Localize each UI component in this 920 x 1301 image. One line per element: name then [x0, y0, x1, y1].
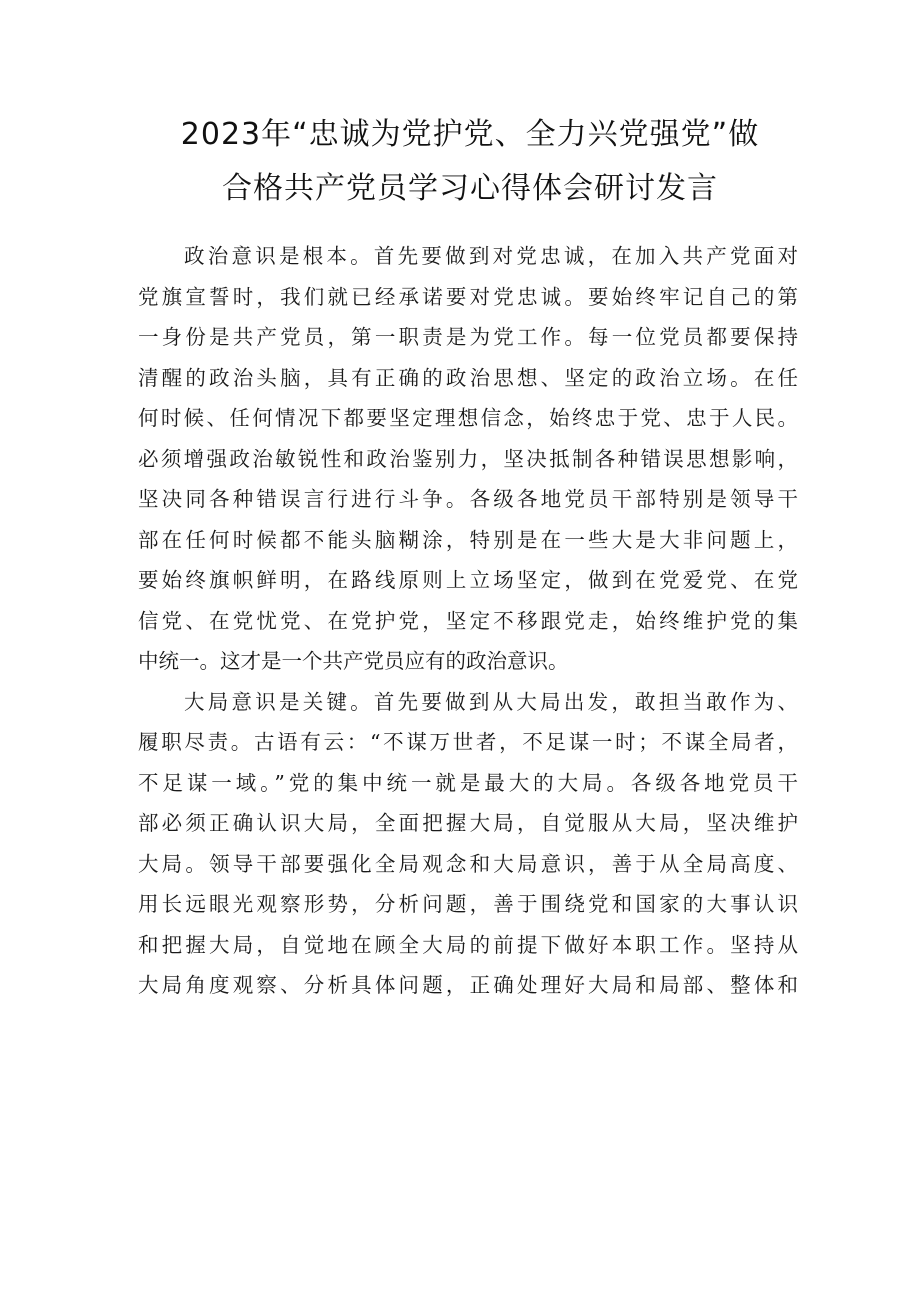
paragraph-political-awareness [138, 236, 798, 682]
paragraph-line: 一身份是共产党员，第一职责是为党工作。每一位党员都要保持 [138, 325, 798, 349]
document-title [120, 108, 820, 216]
paragraph-line: 部在任何时候都不能头脑糊涂，特别是在一些大是大非问题上， [138, 527, 798, 552]
paragraph-line: 用长远眼光观察形势，分析问题，善于围绕党和国家的大事认识 [138, 892, 798, 916]
paragraph-line: 必须增强政治敏锐性和政治鉴别力，坚决抵制各种错误思想影响， [138, 446, 798, 471]
paragraph-line: 何时候、任何情况下都要坚定理想信念，始终忠于党、忠于人民。 [138, 406, 798, 430]
paragraph-line: 坚决同各种错误言行进行斗争。各级各地党员干部特别是领导干 [138, 487, 798, 511]
paragraph-line: 大局意识是关键。首先要做到从大局出发，敢担当敢作为、 [184, 689, 798, 714]
title-line-2: 合格共产党员学习心得体会研讨发言 [222, 171, 718, 206]
paragraph-line: 履职尽责。古语有云：“不谋万世者，不足谋一时；不谋全局者， [138, 730, 798, 754]
paragraph-line: 和把握大局，自觉地在顾全大局的前提下做好本职工作。坚持从 [138, 932, 798, 957]
paragraph-line: 党旗宣誓时，我们就已经承诺要对党忠诚。要始终牢记自己的第 [138, 284, 798, 309]
paragraph-line: 清醒的政治头脑，具有正确的政治思想、坚定的政治立场。在任 [138, 365, 798, 390]
paragraph-line: 信党、在党忧党、在党护党，坚定不移跟党走，始终维护党的集 [138, 608, 798, 633]
paragraph-line: 政治意识是根本。首先要做到对党忠诚，在加入共产党面对 [184, 244, 798, 268]
paragraph-line: 不足谋一域。”党的集中统一就是最大的大局。各级各地党员干 [138, 770, 798, 795]
title-line-1: 2023年“忠诚为党护党、全力兴党强党”做 [180, 117, 760, 152]
paragraph-line: 部必须正确认识大局，全面把握大局，自觉服从大局，坚决维护 [138, 811, 798, 835]
paragraph-line: 中统一。这才是一个共产党员应有的政治意识。 [138, 649, 569, 673]
paragraph-line: 大局。领导干部要强化全局观念和大局意识，善于从全局高度、 [138, 851, 798, 876]
paragraph-line: 要始终旗帜鲜明，在路线原则上立场坚定，做到在党爱党、在党 [138, 568, 798, 592]
paragraph-overall-awareness [138, 682, 798, 1006]
document-body [138, 236, 798, 1006]
paragraph-line: 大局角度观察、分析具体问题，正确处理好大局和局部、整体和 [138, 973, 798, 997]
